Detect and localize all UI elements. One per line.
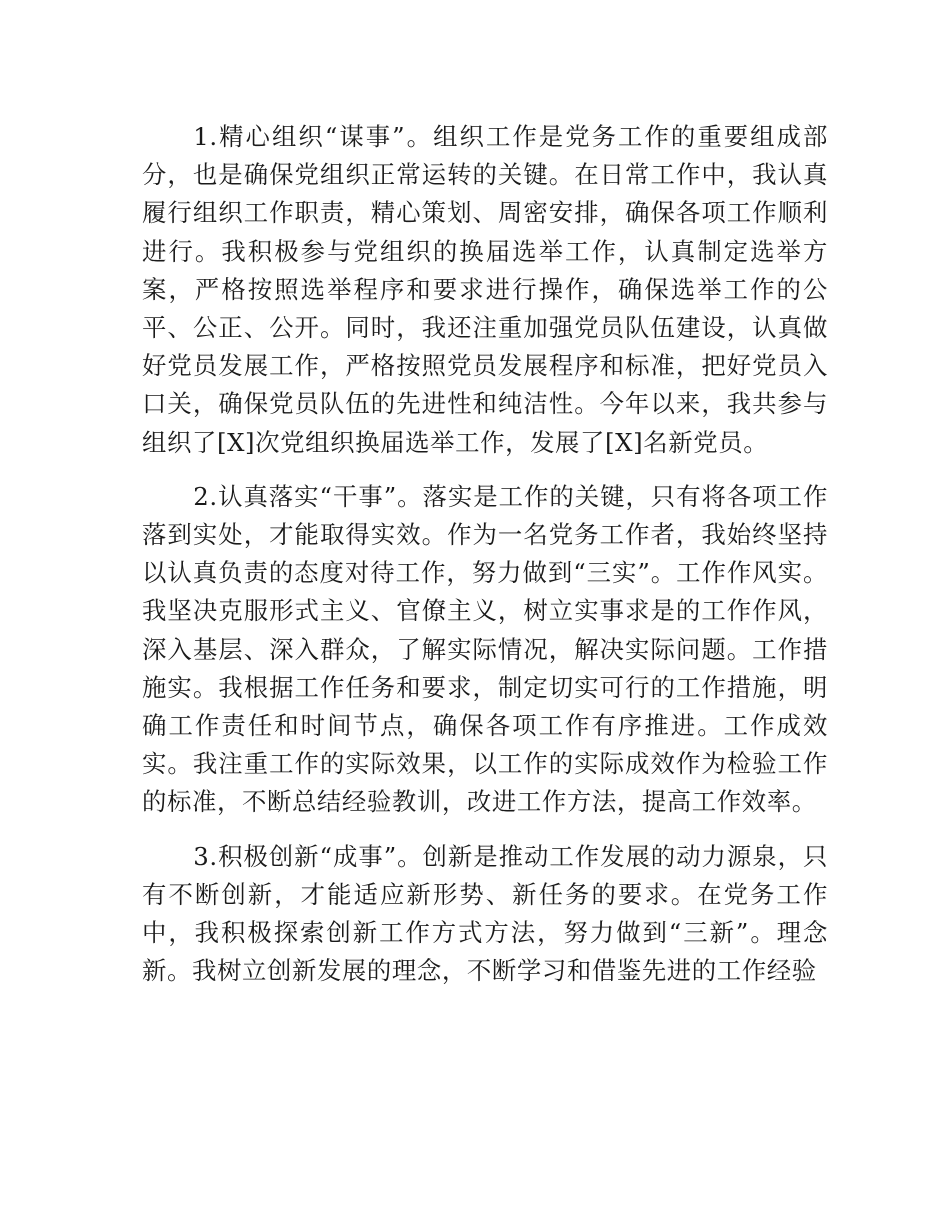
paragraph-implement: 2.认真落实“干事”。落实是工作的关键，只有将各项工作落到实处，才能取得实效。作为一名党务工作者，我始终坚持以认真负责的态度对待工作，努力做到“三实”。工作作风实。我坚决克服形式主义、官僚主义，树立实事求是的工作作风，深入基层、深入群众，了解实际情况，解决实际问题。工作措施实。我根据工作任务和要求，制定切实可行的工作措施，明确工作责任和时间节点，确保各项工作有序推进。工作成效实。我注重工作的实际效果，以工作的实际成效作为检验工作的标准，不断总结经验教训，改进工作方法，提高工作效率。 <box>142 481 828 817</box>
document-body <box>142 118 828 1006</box>
paragraph-organize: 1.精心组织“谋事”。组织工作是党务工作的重要组成部分，也是确保党组织正常运转的关键。在日常工作中，我认真履行组织工作职责，精心策划、周密安排，确保各项工作顺利进行。我积极参与党组织的换届选举工作，认真制定选举方案，严格按照选举程序和要求进行操作，确保选举工作的公平、公正、公开。同时，我还注重加强党员队伍建设，认真做好党员发展工作，严格按照党员发展程序和标准，把好党员入口关，确保党员队伍的先进性和纯洁性。今年以来，我共参与组织了[X]次党组织换届选举工作，发展了[X]名新党员。 <box>142 122 828 457</box>
paragraph-innovate: 3.积极创新“成事”。创新是推动工作发展的动力源泉，只有不断创新，才能适应新形势、新任务的要求。在党务工作中，我积极探索创新工作方式方法，努力做到“三新”。理念新。我树立创新发展的理念，不断学习和借鉴先进的工作经验 <box>142 841 828 986</box>
